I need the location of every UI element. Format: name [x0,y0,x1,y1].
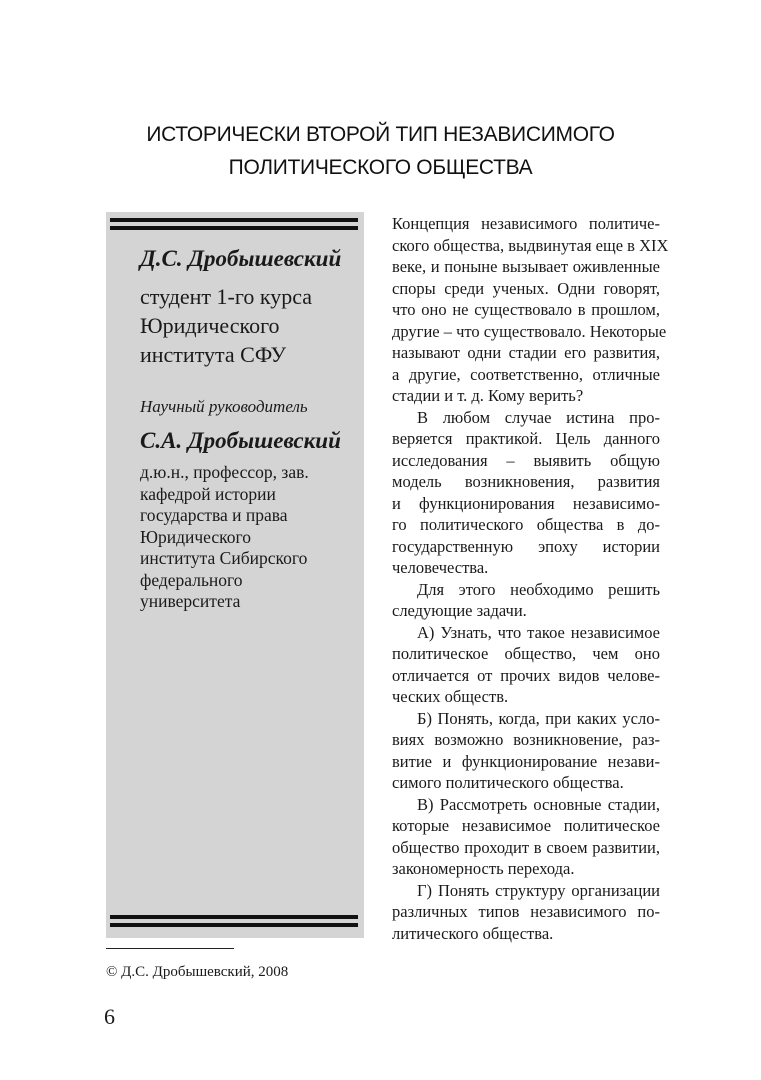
body-line: государственную эпоху истории [392,536,660,556]
body-line: называют одни стадии его развития, [392,343,660,362]
body-line: виях возможно возникновение, раз- [392,730,660,749]
body-line: а другие, соответственно, отличные [392,364,660,384]
advisor-role-line: кафедрой истории [140,483,276,504]
body-line: литического общества. [392,923,554,943]
advisor-role [140,462,350,613]
body-paragraph [392,794,660,880]
body-line: следующие задачи. [392,601,527,620]
body-line: политическое общество, чем оно [392,644,660,663]
body-line: го политического общества в до- [392,515,660,534]
sidebar-top-rule [110,218,358,222]
body-line: А) Узнать, что такое независимое [417,622,660,642]
advisor-role-line: института Сибирского [140,548,308,568]
copyright-note: © Д.С. Дробышевский, 2008 [106,964,289,980]
body-line: В) Рассмотреть основные стадии, [417,794,660,814]
body-line: закономерность перехода. [392,859,575,878]
body-line: витие и функционирование незави- [392,751,660,771]
body-line: другие – что существовало. Некоторые [392,321,667,341]
author-role-line: Юридического [140,313,280,338]
body-line: отличается от прочих видов челове- [392,665,660,685]
body-line: симого политического общества. [392,773,624,792]
title-line-1: ИСТОРИЧЕСКИ ВТОРОЙ ТИП НЕЗАВИСИМОГО [146,123,615,146]
sidebar-top-rule-2 [110,226,358,230]
body-line: исследования – выявить общую [392,450,660,470]
body-line: споры среди ученых. Одни говорят, [392,278,660,298]
body-paragraph [392,622,660,708]
advisor-role-line: государства и права [140,505,288,525]
body-paragraph [392,708,660,794]
body-paragraph [392,880,660,945]
advisor-role-line: Юридического [140,526,251,547]
page-number: 6 [104,1004,115,1029]
body-paragraph [392,407,660,579]
body-line: Б) Понять, когда, при каких усло- [417,708,660,728]
body-line: модель возникновения, развития [392,472,660,491]
article-body [392,213,669,944]
body-line: стадии и т. д. Кому верить? [392,386,584,405]
sidebar-bottom-rule-2 [110,923,358,927]
body-line: веряется практикой. Цель данного [392,429,660,448]
body-line: Концепция независимого политиче- [392,214,660,233]
author-name: Д.С. Дробышевский [140,246,342,271]
body-line: общество проходит в своем развитии, [392,837,660,857]
body-line: ского общества, выдвинутая еще в XIX [392,235,669,255]
title-line-2: ПОЛИТИЧЕСКОГО ОБЩЕСТВА [228,156,533,179]
footnote-rule [106,948,234,949]
author-role-line: института СФУ [140,342,287,367]
body-line: веке, и поныне вызывает оживленные [392,257,660,276]
page-title [0,118,761,184]
advisor-role-line: федерального [140,569,243,590]
advisor-name: С.А. Дробышевский [140,428,341,453]
author-role [140,282,350,369]
advisor-label: Научный руководитель [140,397,308,416]
advisor-role-line: университета [140,591,241,611]
body-line: различных типов независимого по- [392,902,660,921]
sidebar-bottom-rule [110,915,358,919]
body-line: ческих обществ. [392,687,509,706]
body-line: Для этого необходимо решить [417,579,660,599]
body-line: которые независимое политическое [392,816,660,835]
author-role-line: студент 1-го курса [140,284,313,309]
body-line: и функционирования независимо- [392,493,660,513]
body-paragraph [392,213,669,407]
body-line: В любом случае истина про- [417,407,660,427]
body-line: человечества. [392,558,489,577]
body-line: что оно не существовало в прошлом, [392,300,660,319]
body-line: Г) Понять структуру организации [417,880,660,900]
body-paragraph [392,579,660,622]
advisor-role-line: д.ю.н., профессор, зав. [140,462,309,482]
